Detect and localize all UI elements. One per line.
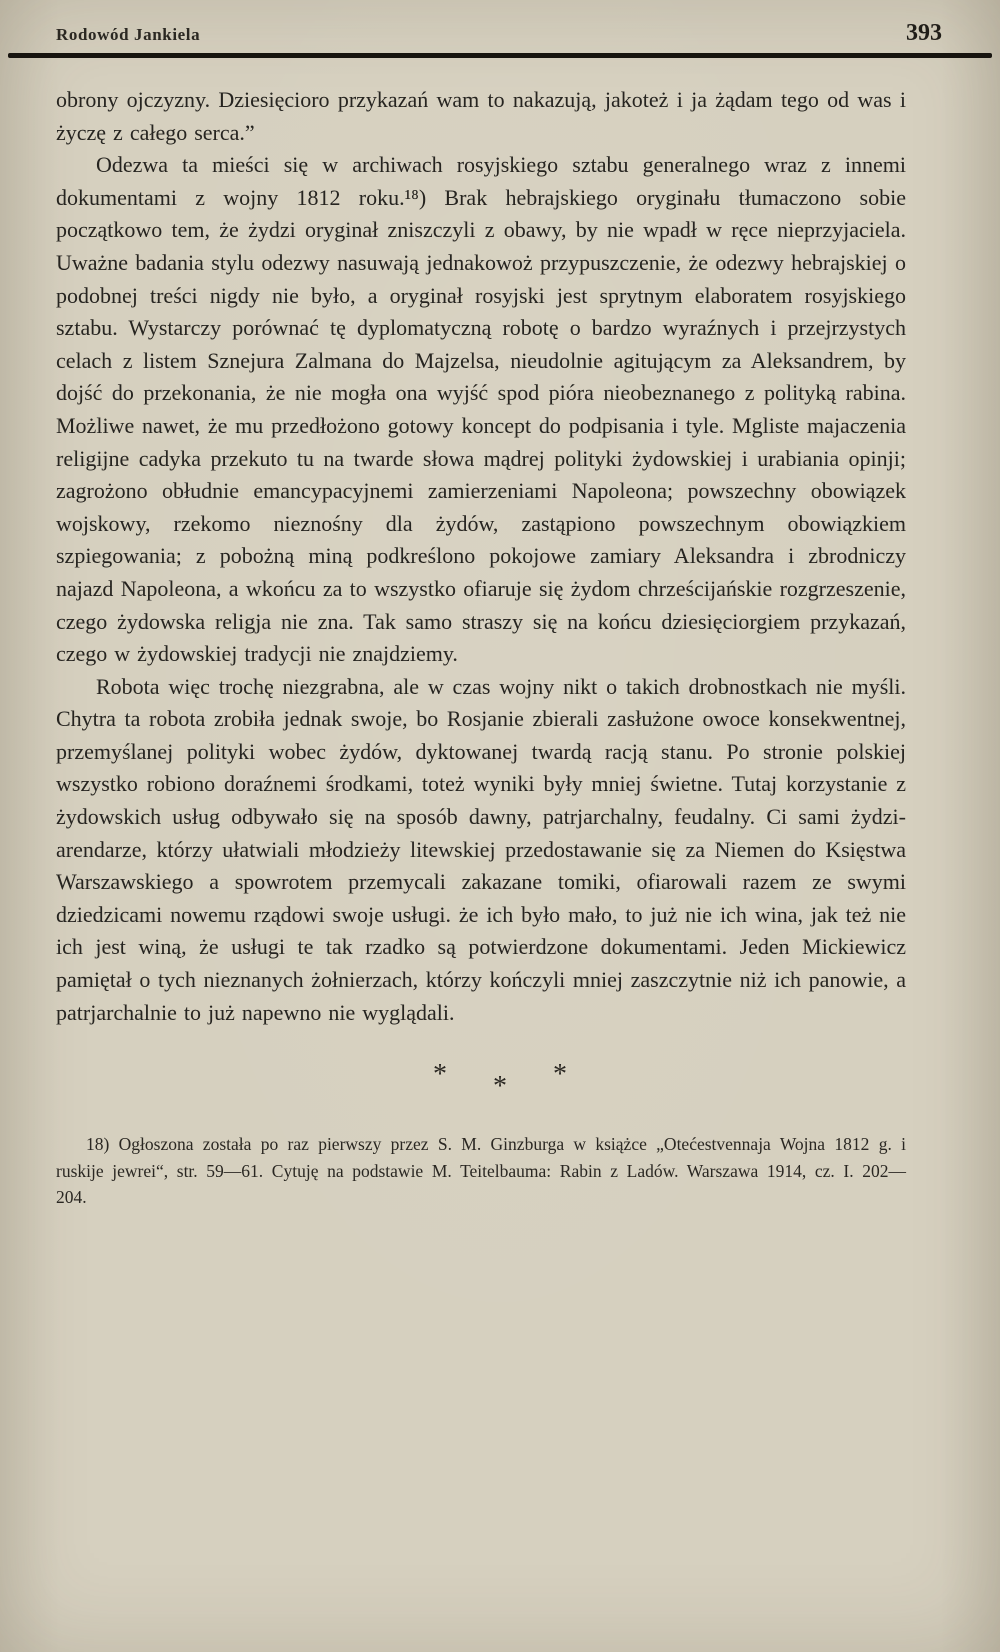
section-separator [0,1059,1000,1105]
footnote: 18) Ogłoszona została po raz pierwszy przez S. M. Ginzburga w książce „Otećestvennaja Wojna 1812 g. i ruskije jewrei“, str. 59—61. Cytuję na podstawie M. Teitelbauma: Rabin z Ladów. Warszawa 1914, cz. I. 202—204. [56,1134,906,1208]
running-title: Rodowód Jankiela [56,25,201,44]
page-header [0,0,1000,51]
asterisk: * [433,1059,447,1091]
asterisk: * [493,1071,507,1103]
body-paragraph: Robota więc trochę niezgrabna, ale w czas wojny nikt o takich drobnostkach nie myśli. Chytra ta robota zrobiła jednak swoje, bo Rosjanie zbierali zasłużone owoce konsekwentnej, przemyślanej polityki wobec żydów, dyktowanej twardą racją stanu. Po stronie polskiej wszystko robiono doraźnemi środkami, toteż wyniki były mniej świetne. Tutaj korzystanie z żydowskich usług odbywało się na sposób dawny, patrjarchalny, feudalny. Ci sami żydzi-arendarze, którzy ułatwiali młodzieży litewskiej przedostawanie się za Niemen do Księstwa Warszawskiego a spowrotem przemycali zakazane tomiki, ofiarowali razem ze swymi dziedzicami nowemu rządowi swoje usługi. że ich było mało, to już nie ich wina, jak też nie ich jest winą, że usługi te tak rzadko są potwierdzone dokumentami. Jeden Mickiewicz pamiętał o tych nieznanych żołnierzach, którzy kończyli mniej zaszczytnie niż ich panowie, a patrjarchalnie to już napewno nie wyglądali. [56,673,906,1025]
body-paragraph: obrony ojczyzny. Dziesięcioro przykazań wam to nakazują, jakoteż i ja żądam tego od was i życzę z całego serca.” [56,87,906,145]
page-number: 393 [906,20,942,46]
page-body [0,58,1000,1029]
body-paragraph: Odezwa ta mieści się w archiwach rosyjskiego sztabu generalnego wraz z innemi dokumentami z wojny 1812 roku.¹⁸) Brak hebrajskiego oryginału tłumaczono sobie początkowo tem, że żydzi oryginał zniszczyli z obawy, by nie wpadł w ręce nieprzyjaciela. Uważne badania stylu odezwy nasuwają jednakowoż przypuszczenie, że odezwy hebrajskiej o podobnej treści nigdy nie było, a oryginał rosyjski jest sprytnym elaboratem rosyjskiego sztabu. Wystarczy porównać tę dyplomatyczną robotę o bardzo wyraźnych i przejrzystych celach z listem Sznejura Zalmana do Majzelsa, nieudolnie agitującym za Aleksandrem, by dojść do przekonania, że nie mogła ona wyjść spod pióra nieobeznanego z polityką rabina. Możliwe nawet, że mu przedłożono gotowy koncept do podpisania i tyle. Mgliste majaczenia religijne cadyka przekuto tu na twarde słowa mądrej polityki żydowskiej i urabiania opinji; zagrożono obłudnie emancypacyjnemi zamierzeniami Napoleona; powszechny obowiązek wojskowy, rzekomo nieznośny dla żydów, zastąpiono powszechnym obowiązkiem szpiegowania; z pobożną miną podkreślono pokojowe zamiary Aleksandra i zbrodniczy najazd Napoleona, a wkońcu za to wszystko ofiaruje się żydom chrześcijańskie rozgrzeszenie, czego żydowska religja nie zna. Tak samo straszy się na końcu dziesięciorgiem przykazań, czego w żydowskiej tradycji nie znajdziemy. [56,152,906,667]
asterisk: * [553,1059,567,1091]
